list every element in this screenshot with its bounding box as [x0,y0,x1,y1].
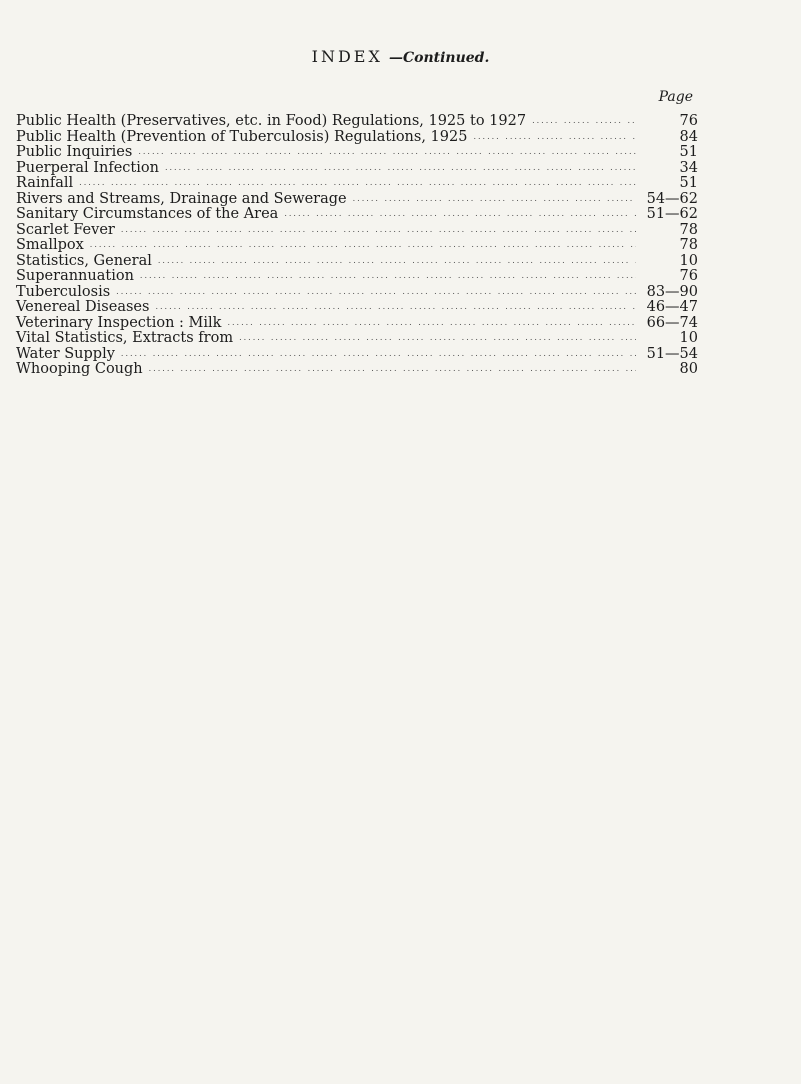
entry-title: Venereal Diseases [16,299,150,315]
index-entry [16,130,698,146]
index-entry [16,145,698,161]
page-header [0,47,801,66]
index-entry [16,269,698,285]
dot-leader [158,253,636,269]
entry-page: 10 [679,330,698,346]
index-entry [16,114,698,130]
dot-leader [239,330,636,346]
dot-leader [121,222,636,238]
entry-title: Puerperal Infection [16,159,159,176]
dot-leader [149,361,636,377]
dot-leader [90,237,636,253]
index-entry [16,316,698,332]
dot-leader [155,299,636,315]
dot-leader [227,315,636,331]
dot-leader [353,191,636,207]
index-entry [16,347,698,363]
dot-leader [284,206,636,222]
index-entry [16,207,698,223]
entry-page: 76 [679,268,698,284]
entry-page: 78 [679,237,698,253]
index-entry [16,238,698,254]
index-entry [16,192,698,208]
dot-leader [116,284,636,300]
entry-title: Rainfall [16,175,74,191]
entry-title: Rivers and Streams, Drainage and Sewerage [16,190,347,207]
entry-page: 83—90 [646,283,698,300]
index-entry [16,300,698,316]
entry-page: 78 [679,221,698,238]
index-entry [16,331,698,347]
index-entry [16,254,698,270]
entry-page: 51 [679,175,698,191]
entry-page: 80 [679,361,698,377]
entry-page: 84 [679,128,698,145]
entry-title: Smallpox [16,237,84,253]
entry-page: 51 [679,144,698,160]
entry-title: Public Inquiries [16,144,133,160]
entry-title: Veterinary Inspection : Milk [16,314,222,331]
entry-page: 51—62 [646,206,698,222]
dot-leader [473,129,636,145]
index-list [16,114,698,378]
page-column-heading: Page [658,89,693,105]
entry-title: Public Health (Preservatives, etc. in Food) Regulations, 1925 to 1927 [16,113,527,129]
entry-page: 66—74 [646,314,698,331]
dot-leader [165,160,636,176]
entry-title: Vital Statistics, Extracts from [16,330,234,346]
entry-title: Sanitary Circumstances of the Area [16,206,279,222]
entry-title: Whooping Cough [16,361,143,377]
dot-leader [121,346,636,362]
dot-leader [532,113,636,129]
dot-leader [79,175,636,191]
index-entry [16,285,698,301]
entry-title: Tuberculosis [16,283,111,300]
index-entry [16,176,698,192]
entry-title: Water Supply [16,345,115,362]
entry-page: 46—47 [646,299,698,315]
index-entry [16,161,698,177]
dot-leader [140,268,636,284]
dot-leader [138,144,636,160]
entry-title: Statistics, General [16,252,152,269]
index-heading: INDEX [311,47,383,66]
entry-page: 51—54 [646,345,698,362]
index-entry [16,223,698,239]
entry-page: 10 [679,252,698,269]
entry-page: 76 [679,113,698,129]
continued-label: —Continued. [388,50,490,66]
entry-title: Public Health (Prevention of Tuberculosis) Regulations, 1925 [16,128,468,145]
entry-page: 54—62 [646,190,698,207]
index-entry [16,362,698,378]
entry-page: 34 [679,159,698,176]
entry-title: Superannuation [16,268,134,284]
entry-title: Scarlet Fever [16,221,115,238]
